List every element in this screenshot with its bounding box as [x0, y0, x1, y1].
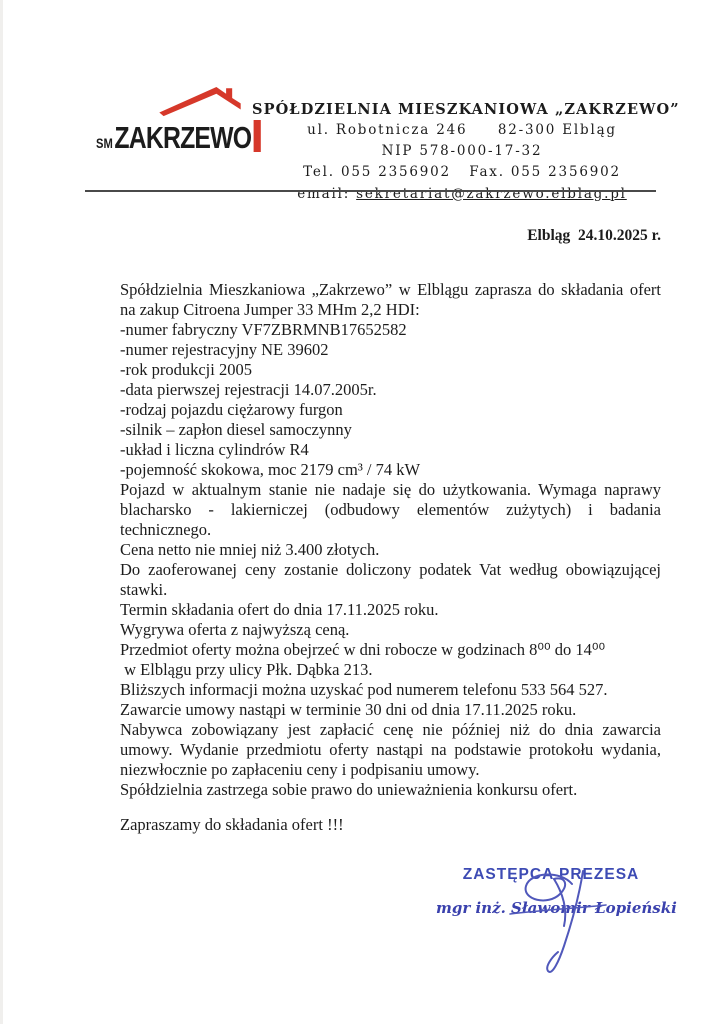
body-line: -data pierwszej rejestracji 14.07.2005r.: [120, 380, 377, 399]
body-line: Termin składania ofert do dnia 17.11.2025 roku.: [120, 600, 439, 619]
company-address: ul. Robotnicza 246 82-300 Elbląg: [307, 122, 617, 138]
body-line: Cena netto nie mniej niż 3.400 złotych.: [120, 540, 380, 559]
header-divider: [85, 190, 656, 192]
logo-name-label: ZAKRZEWO: [114, 120, 252, 156]
email-label: email:: [297, 185, 357, 202]
body-line: Do zaoferowanej ceny zostanie doliczony podatek Vat według obowiązującej: [120, 560, 661, 579]
body-line: umowy. Wydanie przedmiotu oferty nastąpi na podstawie protokołu wydania,: [120, 740, 661, 759]
signature-block: [436, 866, 677, 986]
signature-name: mgr inż. Sławomir Łopieński: [436, 899, 677, 917]
company-nip: NIP 578-000-17-32: [381, 143, 543, 160]
body-line: w Elblągu przy ulicy Płk. Dąbka 213.: [120, 660, 373, 679]
body-line: technicznego.: [120, 520, 212, 539]
letterhead: [252, 101, 680, 203]
logo-sm-label: SM: [96, 135, 113, 151]
body-line: Spółdzielnia Mieszkaniowa „Zakrzewo” w Elblągu zaprasza do składania ofert: [120, 280, 661, 299]
body-line: Bliższych informacji można uzyskać pod numerem telefonu 533 564 527.: [120, 680, 608, 699]
body-line: blacharsko - lakierniczej (odbudowy elementów zużytych) i badania: [120, 500, 661, 519]
paragraph-gap: [120, 800, 661, 815]
company-name: SPÓŁDZIELNIA MIESZKANIOWA „ZAKRZEWO”: [252, 101, 680, 118]
email-link[interactable]: sekretariat@zakrzewo.elblag.pl: [356, 185, 627, 202]
body-line: Zawarcie umowy nastąpi w terminie 30 dni od dnia 17.11.2025 roku.: [120, 700, 577, 719]
company-logo: [96, 84, 252, 158]
body-line: -pojemność skokowa, moc 2179 cm³ / 74 kW: [120, 460, 421, 479]
body-line: -rodzaj pojazdu ciężarowy furgon: [120, 400, 343, 419]
scan-edge-artifact: [0, 0, 3, 1024]
body-line: -silnik – zapłon diesel samoczynny: [120, 420, 352, 439]
body-line: Nabywca zobowiązany jest zapłacić cenę nie później niż do dnia zawarcia: [120, 720, 661, 739]
signature-title: ZASTĘPCA PREZESA: [462, 866, 640, 883]
body-line: -rok produkcji 2005: [120, 360, 252, 379]
body-line: -układ i liczna cylindrów R4: [120, 440, 309, 459]
closing-line: Zapraszamy do składania ofert !!!: [120, 815, 344, 834]
body-line: Przedmiot oferty można obejrzeć w dni robocze w godzinach 8⁰⁰ do 14⁰⁰: [120, 640, 606, 659]
body-line: Wygrywa oferta z najwyższą ceną.: [120, 620, 350, 639]
date-line: Elbląg 24.10.2025 r.: [527, 227, 661, 244]
letter-body: [120, 280, 661, 835]
body-line: stawki.: [120, 580, 168, 599]
body-line: Pojazd w aktualnym stanie nie nadaje się do użytkowania. Wymaga naprawy: [120, 480, 661, 499]
logo-text: [96, 120, 261, 156]
company-phones: Tel. 055 2356902 Fax. 055 2356902: [303, 164, 621, 181]
roof-icon: [154, 84, 246, 118]
body-line: -numer rejestracyjny NE 39602: [120, 340, 329, 359]
body-line: niezwłocznie po zapłaceniu ceny i podpisaniu umowy.: [120, 760, 480, 779]
body-line: na zakup Citroena Jumper 33 MHm 2,2 HDI:: [120, 300, 420, 319]
signature-autograph-icon: [488, 868, 628, 980]
body-line: -numer fabryczny VF7ZBRMNB17652582: [120, 320, 407, 339]
company-email-line: [252, 185, 672, 203]
body-line: Spółdzielnia zastrzega sobie prawo do unieważnienia konkursu ofert.: [120, 780, 578, 799]
